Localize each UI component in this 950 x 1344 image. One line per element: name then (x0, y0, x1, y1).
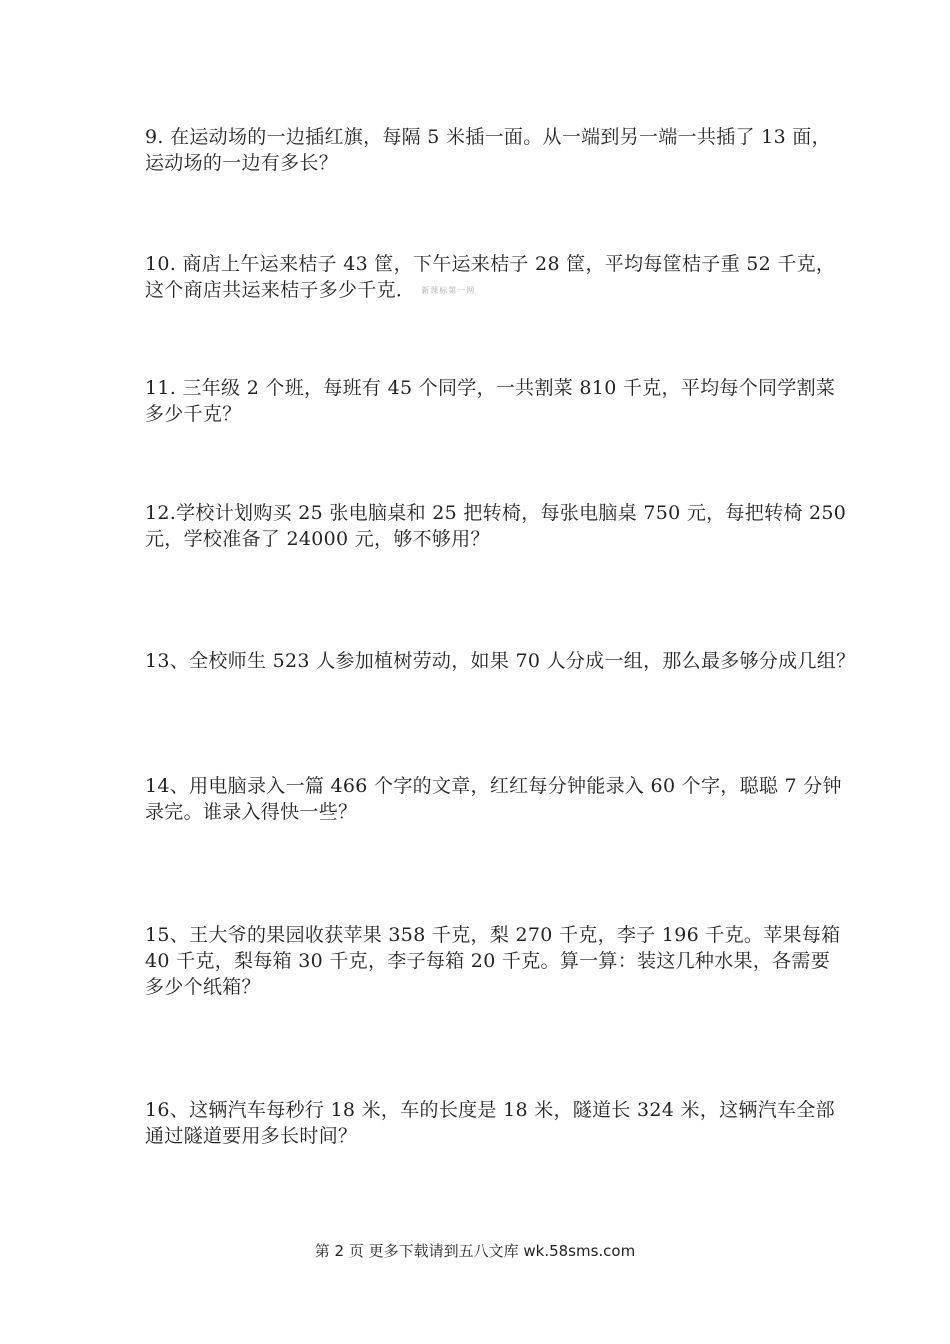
problem-15 (145, 922, 841, 1000)
problem-12-line-2: 元，学校准备了 24000 元，够不够用？ (145, 528, 490, 550)
problem-10-line-1: 10. 商店上午运来桔子 43 筐，下午运来桔子 28 筐，平均每筐桔子重 52 千克， (145, 253, 836, 275)
problem-13 (145, 648, 856, 674)
problem-16-line-1: 16、这辆汽车每秒行 18 米，车的长度是 18 米，隧道长 324 米，这辆汽车全部 (145, 1099, 835, 1121)
problem-14-line-2: 录完。谁录入得快一些？ (145, 801, 358, 823)
problem-14 (145, 773, 842, 825)
problem-11-line-2: 多少千克？ (145, 403, 242, 425)
problem-15-line-2: 40 千克，梨每箱 30 千克，李子每箱 20 千克。算一算：装这几种水果，各需要 (145, 950, 831, 972)
problem-10 (145, 251, 836, 304)
problem-12-line-1: 12.学校计划购买 25 张电脑桌和 25 把转椅，每张电脑桌 750 元，每把转椅 250 (145, 502, 847, 524)
problem-16 (145, 1097, 835, 1149)
problem-15-line-1: 15、王大爷的果园收获苹果 358 千克，梨 270 千克，李子 196 千克。苹果每箱 (145, 924, 841, 946)
problem-9-line-1: 9. 在运动场的一边插红旗，每隔 5 米插一面。从一端到另一端一共插了 13 面， (145, 126, 831, 148)
problem-10-line-2-wrap (145, 277, 825, 304)
watermark-text: 新课标第一网 (421, 286, 476, 295)
problem-15-line-3: 多少个纸箱？ (145, 976, 261, 998)
problem-9 (145, 124, 831, 176)
problem-9-line-2: 运动场的一边有多长？ (145, 152, 339, 174)
problem-12 (145, 500, 847, 552)
problem-10-line-2: 这个商店共运来桔子多少千克． (145, 279, 416, 301)
problem-11 (145, 375, 836, 427)
problem-13-line-1: 13、全校师生 523 人参加植树劳动，如果 70 人分成一组，那么最多够分成几组？ (145, 650, 856, 672)
problem-14-line-1: 14、用电脑录入一篇 466 个字的文章，红红每分钟能录入 60 个字，聪聪 7 分钟 (145, 775, 842, 797)
page-footer: 第 2 页 更多下载请到五八文库 wk.58sms.com (314, 1242, 636, 1260)
problem-11-line-1: 11. 三年级 2 个班，每班有 45 个同学，一共割菜 810 千克，平均每个同学割菜 (145, 377, 836, 399)
problem-16-line-2: 通过隧道要用多长时间？ (145, 1125, 358, 1147)
